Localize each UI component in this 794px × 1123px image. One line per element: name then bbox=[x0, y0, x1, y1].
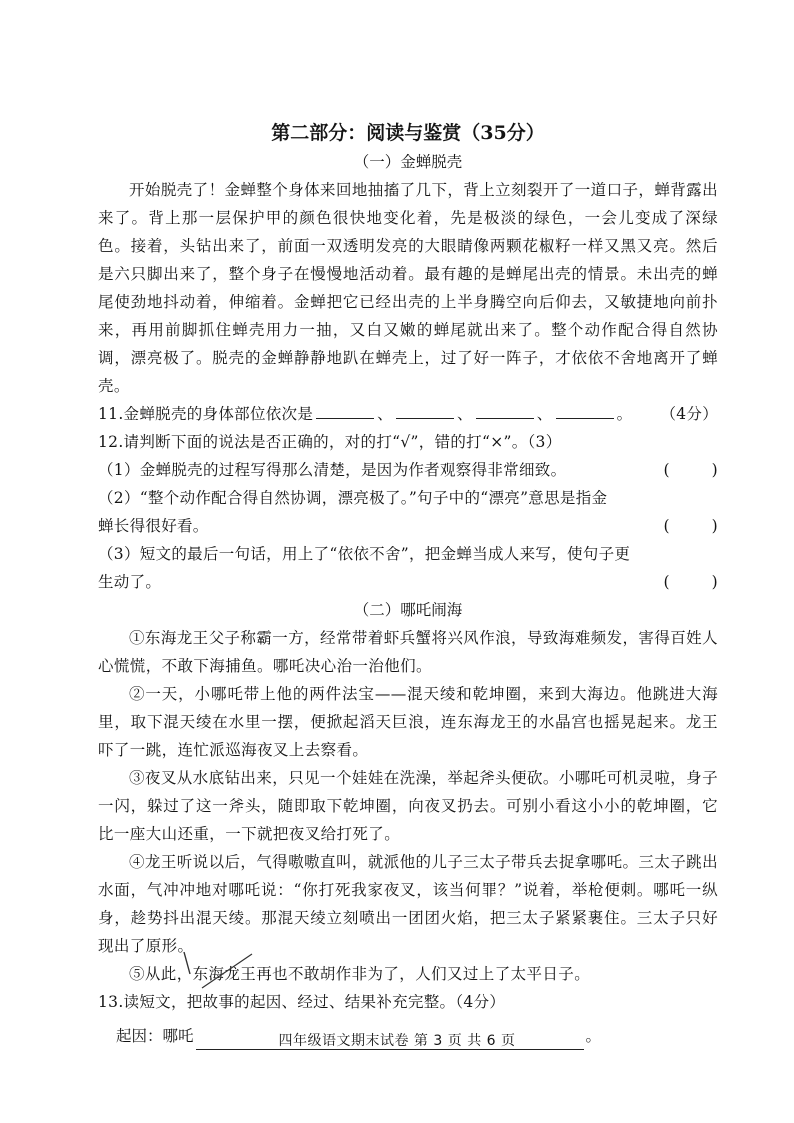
q13-cause-end: 。 bbox=[585, 1027, 602, 1045]
q12-item-1-answer[interactable]: ( ) bbox=[663, 461, 718, 479]
q11-blank-2[interactable] bbox=[396, 402, 454, 419]
q12-item-2-text: （2）“整个动作配合得自然协调，漂亮极了。”句子中的“漂亮”意思是指金 bbox=[98, 489, 608, 507]
q12-item-2-cont-text: 蝉长得很好看。 bbox=[98, 517, 209, 535]
passage1-heading: （一）金蝉脱壳 bbox=[353, 153, 463, 171]
q11-blank-1[interactable] bbox=[316, 402, 374, 419]
q12-item-3-cont bbox=[98, 568, 718, 596]
passage2-heading: （二）哪吒闹海 bbox=[353, 601, 463, 619]
q12-item-1 bbox=[98, 456, 718, 484]
question-13-stem: 13.读短文，把故事的起因、经过、结果补充完整。（4分） bbox=[98, 993, 506, 1011]
q11-blank-4[interactable] bbox=[556, 402, 614, 419]
passage2-paragraph-5: ⑤从此，东海龙王再也不敢胡作非为了，人们又过上了太平日子。 bbox=[129, 965, 591, 983]
q11-prefix: 11.金蝉脱壳的身体部位依次是 bbox=[98, 405, 314, 423]
section-title: 第二部分：阅读与鉴赏（35分） bbox=[271, 122, 545, 144]
q11-sep: 、 bbox=[536, 405, 553, 423]
q12-item-1-text: （1）金蝉脱壳的过程写得那么清楚，是因为作者观察得非常细致。 bbox=[98, 461, 567, 479]
pencil-mark-icon bbox=[182, 948, 262, 998]
q12-item-2-answer[interactable]: ( ) bbox=[663, 517, 718, 535]
q12-item-3-answer[interactable]: ( ) bbox=[663, 573, 718, 591]
q11-blank-3[interactable] bbox=[476, 402, 534, 419]
passage2-paragraph-1: ①东海龙王父子称霸一方，经常带着虾兵蟹将兴风作浪，导致海难频发，害得百姓人心慌慌，不敢下海捕鱼。哪吒决心治一治他们。 bbox=[98, 629, 718, 675]
page-footer: 四年级语文期末试卷 第 3 页 共 6 页 bbox=[278, 1033, 516, 1049]
q12-item-2-cont bbox=[98, 512, 718, 540]
q12-item-3-cont-text: 生动了。 bbox=[98, 573, 162, 591]
q11-end: 。 bbox=[616, 405, 633, 423]
passage1-text: 开始脱壳了！金蝉整个身体来回地抽搐了几下，背上立刻裂开了一道口子，蝉背露出来了。背上那一层保护甲的颜色很快地变化着，先是极淡的绿色，一会儿变成了深绿色。接着，头钻出来了，前面一双透明发亮的大眼睛像两颗花椒籽一样又黑又亮。然后是六只脚出来了，整个身子在慢慢地活动着。最有趣的是蝉尾出壳的情景。未出壳的蝉尾使劲地抖动着，伸缩着。金蝉把它已经出壳的上半身腾空向后仰去，又敏捷地向前扑来，再用前脚抓住蝉壳用力一抽，又白又嫩的蝉尾就出来了。整个动作配合得自然协调，漂亮极了。脱壳的金蝉静静地趴在蝉壳上，过了好一阵子，才依依不舍地离开了蝉壳。 bbox=[98, 181, 718, 395]
question-12-stem: 12.请判断下面的说法是否正确的，对的打“√”，错的打“×”。（3） bbox=[98, 433, 562, 451]
passage2-paragraph-2: ②一天，小哪吒带上他的两件法宝——混天绫和乾坤圈，来到大海边。他跳进大海里，取下混天绫在水里一摆，便掀起滔天巨浪，连东海龙王的水晶宫也摇晃起来。龙王吓了一跳，连忙派巡海夜叉上去察看。 bbox=[98, 685, 718, 759]
question-11 bbox=[98, 400, 718, 428]
q11-score: （4分） bbox=[660, 405, 718, 423]
q13-cause-label: 起因：哪吒 bbox=[116, 1027, 194, 1045]
q11-sep: 、 bbox=[456, 405, 473, 423]
passage2-paragraph-4: ④龙王听说以后，气得嗷嗷直叫，就派他的儿子三太子带兵去捉拿哪吒。三太子跳出水面，气冲冲地对哪吒说：“你打死我家夜叉，该当何罪？”说着，举枪便刺。哪吒一纵身，趁势抖出混天绫。那混天绫立刻喷出一团团火焰，把三太子紧紧裹住。三太子只好现出了原形。 bbox=[98, 853, 718, 955]
q12-item-3-text: （3）短文的最后一句话，用上了“依依不舍”，把金蝉当成人来写，使句子更 bbox=[98, 545, 631, 563]
q11-sep: 、 bbox=[377, 405, 393, 423]
exam-content bbox=[98, 118, 718, 1050]
passage2-paragraph-3: ③夜叉从水底钻出来，只见一个娃娃在洗澡，举起斧头便砍。小哪吒可机灵啦，身子一闪，躲过了这一斧头，随即取下乾坤圈，向夜叉扔去。可别小看这小小的乾坤圈，它比一座大山还重，一下就把夜叉给打死了。 bbox=[98, 769, 718, 843]
